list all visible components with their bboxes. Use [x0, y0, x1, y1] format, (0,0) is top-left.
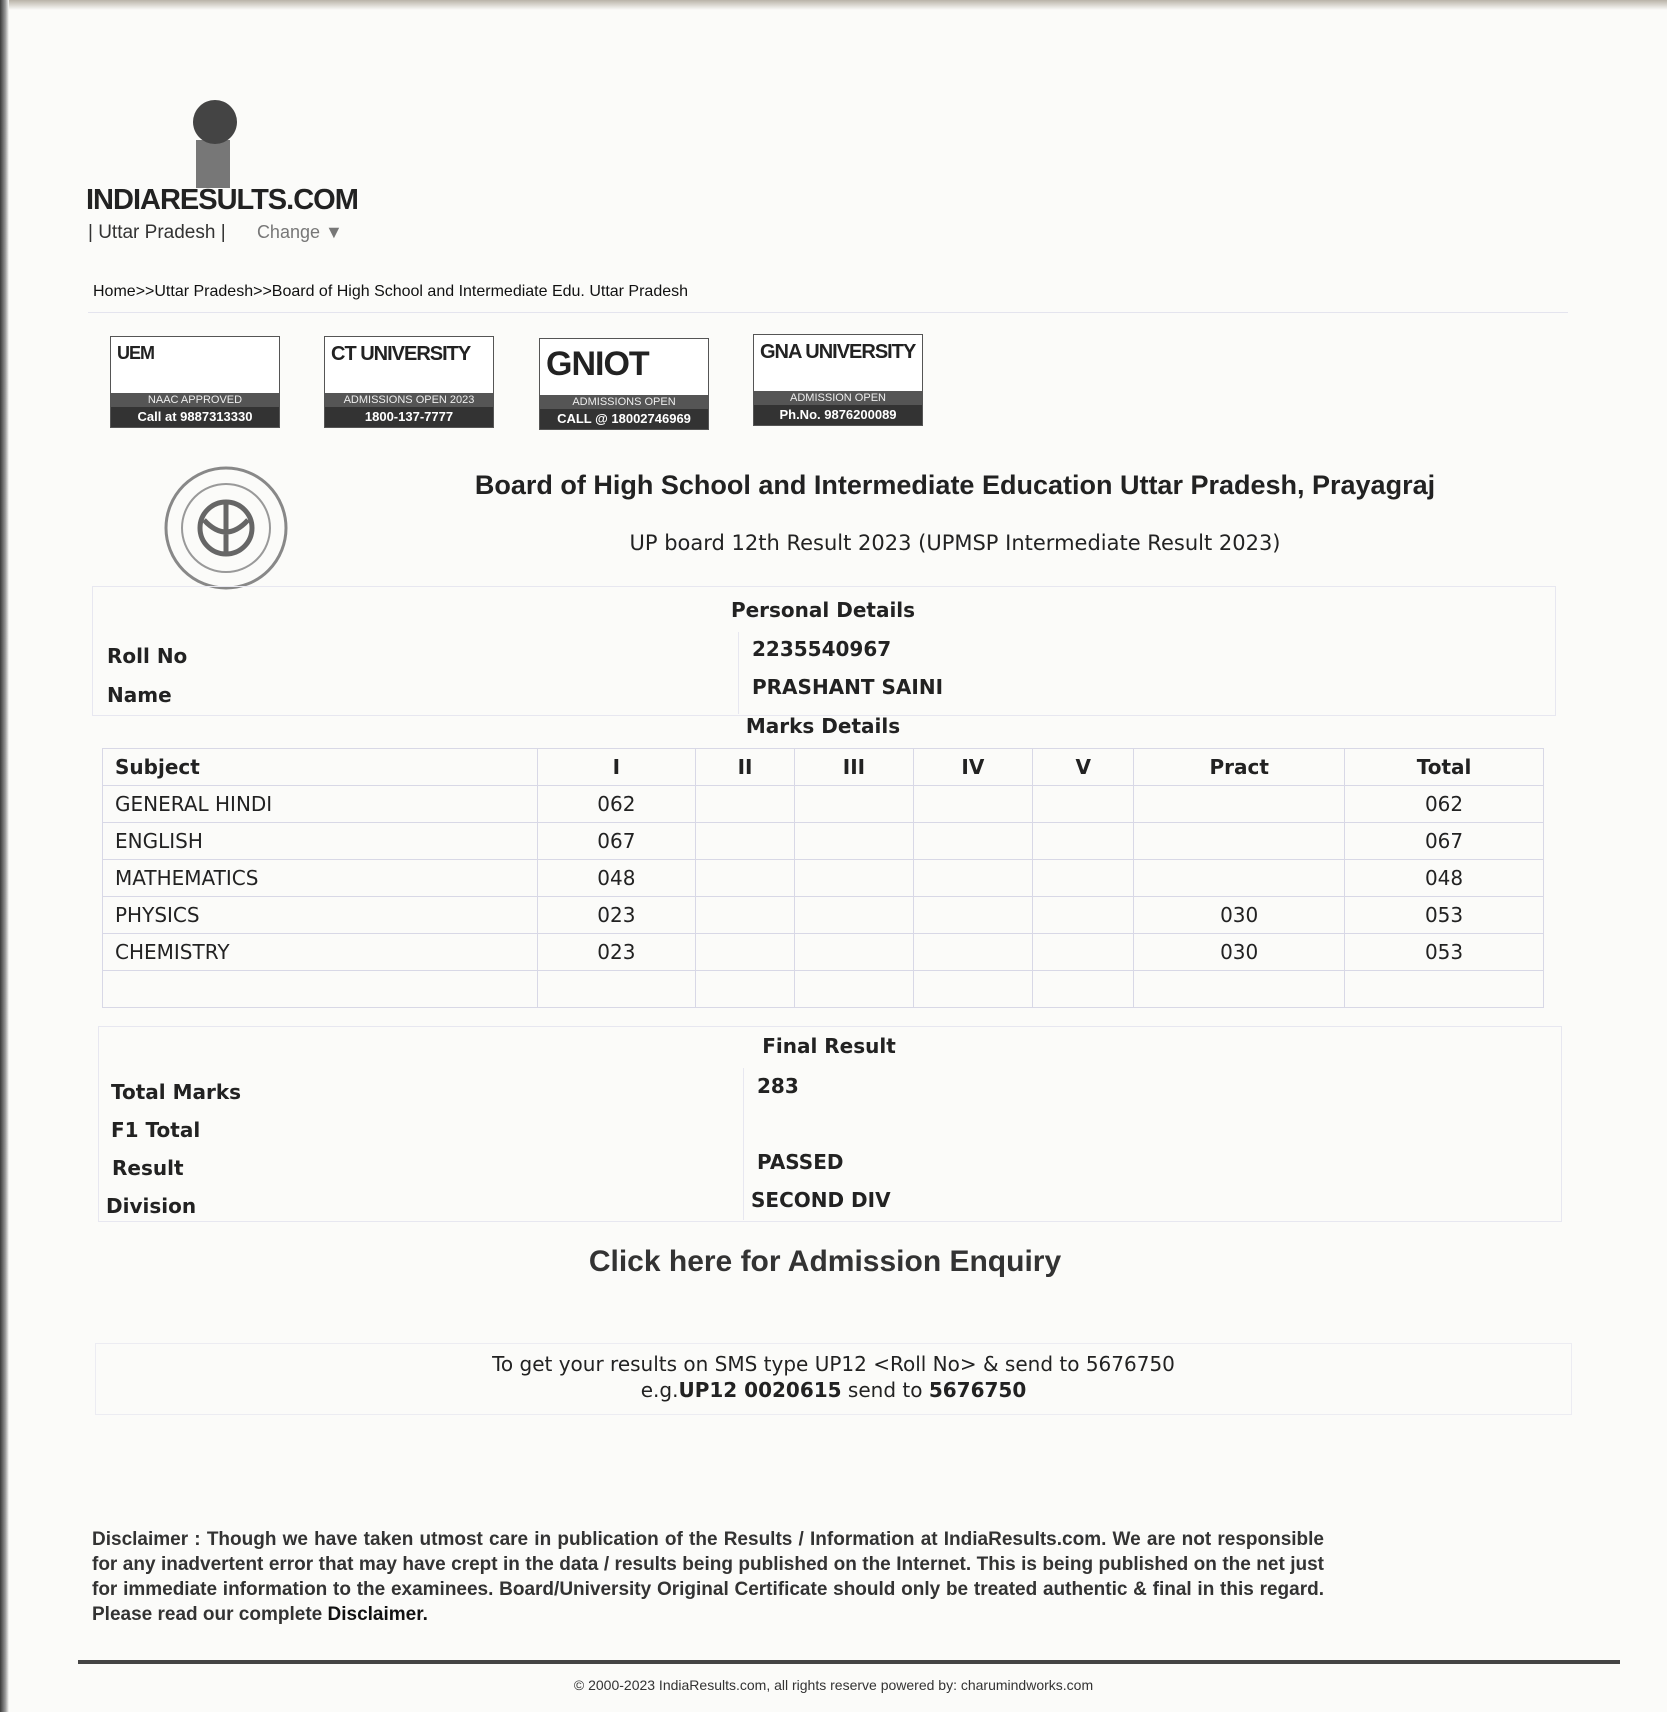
total-cell: 053	[1345, 934, 1544, 971]
marks-table	[102, 748, 1544, 1008]
breadcrumb-separator: >>	[253, 283, 272, 300]
marks-cell	[795, 971, 913, 1008]
column-header-iii: III	[795, 749, 913, 786]
subject-cell: ENGLISH	[103, 823, 538, 860]
marks-cell	[1033, 971, 1134, 1008]
marks-cell	[1033, 860, 1134, 897]
column-header-pract: Pract	[1134, 749, 1345, 786]
sms-example-prefix: e.g.	[640, 1378, 679, 1402]
disclaimer-text	[92, 1527, 1324, 1627]
column-divider	[743, 1068, 744, 1220]
marks-cell	[1033, 823, 1134, 860]
practical-cell: 030	[1134, 897, 1345, 934]
total-cell: 048	[1345, 860, 1544, 897]
sms-example-code: UP12 0020615	[678, 1378, 842, 1402]
footer-divider	[78, 1660, 1620, 1664]
marks-cell	[913, 971, 1033, 1008]
marks-cell	[695, 934, 795, 971]
marks-cell	[695, 897, 795, 934]
table-row-empty	[103, 971, 1544, 1008]
total-cell	[1345, 971, 1544, 1008]
total-cell: 053	[1345, 897, 1544, 934]
subject-cell: MATHEMATICS	[103, 860, 538, 897]
breadcrumb-uttar-pradesh[interactable]: Uttar Pradesh	[154, 283, 254, 300]
marks-cell	[795, 897, 913, 934]
total-marks-label: Total Marks	[111, 1080, 242, 1104]
marks-cell: 023	[538, 934, 696, 971]
ad-title: CT UNIVERSITY	[331, 343, 471, 365]
column-header-ii: II	[695, 749, 795, 786]
marks-cell	[1033, 934, 1134, 971]
division-label: Division	[106, 1194, 197, 1218]
marks-cell	[1033, 786, 1134, 823]
ad-tag: ADMISSIONS OPEN	[540, 395, 708, 409]
state-selector	[88, 222, 343, 244]
marks-cell	[695, 823, 795, 860]
marks-cell	[1033, 897, 1134, 934]
scan-shadow-left	[0, 0, 9, 1712]
marks-cell	[913, 823, 1033, 860]
result-title: UP board 12th Result 2023 (UPMSP Intermediate Result 2023)	[629, 531, 1281, 555]
marks-header-row	[103, 749, 1544, 786]
ad-banner-gniot[interactable]	[539, 338, 709, 430]
breadcrumb-divider	[88, 312, 1568, 313]
division-value: SECOND DIV	[751, 1188, 891, 1212]
ad-title: UEM	[117, 343, 154, 363]
result-value: PASSED	[757, 1150, 844, 1174]
practical-cell	[1134, 860, 1345, 897]
sms-example-mid: send to	[841, 1378, 929, 1402]
change-state-link[interactable]: Change ▼	[256, 222, 343, 242]
column-header-subject: Subject	[103, 749, 538, 786]
breadcrumb	[93, 283, 688, 301]
marks-cell	[695, 971, 795, 1008]
marks-cell: 062	[538, 786, 696, 823]
disclaimer-link[interactable]: Disclaimer.	[327, 1604, 428, 1625]
f1-total-label: F1 Total	[111, 1118, 201, 1142]
marks-details-heading: Marks Details	[745, 714, 901, 738]
practical-cell	[1134, 823, 1345, 860]
marks-cell	[913, 897, 1033, 934]
ad-cta: Ph.No. 9876200089	[754, 405, 922, 425]
ad-banner-ct-university[interactable]	[324, 336, 494, 428]
breadcrumb-separator: >>	[135, 283, 155, 300]
roll-no-value: 2235540967	[752, 637, 892, 661]
practical-cell	[1134, 786, 1345, 823]
sms-example-number: 5676750	[928, 1378, 1027, 1402]
marks-cell: 023	[538, 897, 696, 934]
sms-instruction: To get your results on SMS type UP12 <Roll No> & send to 5676750	[492, 1352, 1175, 1376]
practical-cell	[1134, 971, 1345, 1008]
name-value: PRASHANT SAINI	[752, 675, 944, 699]
marks-cell	[695, 786, 795, 823]
logo-text: INDIARESULTS.COM	[86, 184, 358, 216]
ad-tag: NAAC APPROVED	[111, 393, 279, 407]
marks-cell	[795, 860, 913, 897]
breadcrumb-board[interactable]: Board of High School and Intermediate Edu. Uttar Pradesh	[271, 283, 689, 300]
board-title: Board of High School and Intermediate Education Uttar Pradesh, Prayagraj	[474, 470, 1436, 500]
sms-info-box	[95, 1343, 1572, 1415]
ad-cta: Call at 9887313330	[111, 407, 279, 427]
ad-banner-uem[interactable]	[110, 336, 280, 428]
marks-cell: 067	[538, 823, 696, 860]
name-label: Name	[107, 683, 172, 707]
marks-cell	[538, 971, 696, 1008]
ad-tag: ADMISSIONS OPEN 2023	[325, 393, 493, 407]
total-cell: 067	[1345, 823, 1544, 860]
table-row	[103, 786, 1544, 823]
result-label: Result	[112, 1156, 184, 1180]
table-row	[103, 897, 1544, 934]
roll-no-label: Roll No	[107, 644, 188, 668]
table-row	[103, 823, 1544, 860]
marks-cell	[795, 934, 913, 971]
table-row	[103, 860, 1544, 897]
footer-copyright: © 2000-2023 IndiaResults.com, all rights reserve powered by: charumindworks.com	[573, 1677, 1094, 1693]
column-header-total: Total	[1345, 749, 1544, 786]
ad-title: GNIOT	[546, 345, 649, 383]
total-marks-value: 283	[757, 1074, 799, 1098]
subject-cell: PHYSICS	[103, 897, 538, 934]
final-result-heading: Final Result	[762, 1034, 896, 1058]
practical-cell: 030	[1134, 934, 1345, 971]
logo-mark-icon	[190, 100, 240, 190]
admission-enquiry-link[interactable]: Click here for Admission Enquiry	[588, 1245, 1062, 1278]
column-divider	[738, 632, 739, 714]
ad-title: GNA UNIVERSITY	[760, 341, 916, 363]
table-row	[103, 934, 1544, 971]
board-seal-icon	[162, 464, 290, 592]
column-header-v: V	[1033, 749, 1134, 786]
scan-shadow-top	[0, 0, 1667, 10]
breadcrumb-home[interactable]: Home	[93, 283, 136, 300]
column-header-i: I	[538, 749, 696, 786]
personal-details-heading: Personal Details	[730, 598, 916, 622]
marks-cell	[913, 860, 1033, 897]
marks-cell	[795, 786, 913, 823]
marks-cell	[695, 860, 795, 897]
marks-cell: 048	[538, 860, 696, 897]
subject-cell: GENERAL HINDI	[103, 786, 538, 823]
disclaimer-body: Disclaimer : Though we have taken utmost care in publication of the Results / Information at IndiaResults.com. We are not responsible for any inadvertent error that may have crept in the data / results being published on the Internet. This is being published on the net just for immediate information to the examinees. Board/University Original Certificate should only be treated authentic & final in this regard. Please read our complete	[92, 1529, 1324, 1625]
marks-cell	[913, 786, 1033, 823]
total-cell: 062	[1345, 786, 1544, 823]
ad-banner-gna-university[interactable]	[753, 334, 923, 426]
column-header-iv: IV	[913, 749, 1033, 786]
subject-cell: CHEMISTRY	[103, 934, 538, 971]
ad-cta: 1800-137-7777	[325, 407, 493, 427]
site-logo[interactable]	[86, 100, 366, 220]
state-label: | Uttar Pradesh |	[88, 222, 226, 243]
ad-cta: CALL @ 18002746969	[540, 409, 708, 429]
ad-tag: ADMISSION OPEN	[754, 391, 922, 405]
marks-cell	[795, 823, 913, 860]
sms-example	[96, 1378, 1571, 1402]
marks-cell	[913, 934, 1033, 971]
subject-cell	[103, 971, 538, 1008]
